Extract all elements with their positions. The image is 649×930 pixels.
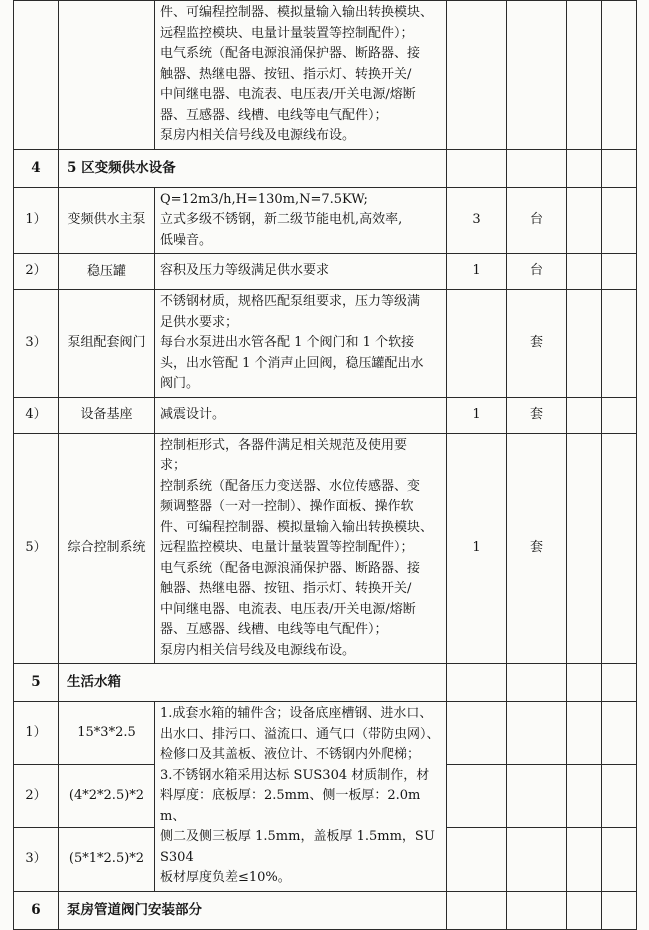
description-line: 每台水泵进出水管各配 1 个阀门和 1 个软接: [160, 335, 415, 350]
description-line: 头，出水管配 1 个消声止回阀，稳压罐配出水: [160, 355, 424, 371]
description-line: 求；: [160, 458, 187, 473]
table-row: [14, 433, 637, 664]
description-line: 3.不锈钢水箱采用达标 SUS304 材质制作，材: [160, 767, 430, 783]
row-quantity: 3: [447, 187, 507, 254]
description-line: 远程监控模块、电量计量装置等控制配件）；: [160, 25, 414, 41]
section-title: 泵房管道阀门安装部分: [59, 891, 447, 929]
description-line: 件、可编程控制器、模拟量输入输出转换模块、: [160, 519, 434, 535]
description-line: 出水口、排污口、溢流口、通气口（带防虫网）、: [160, 726, 440, 742]
description-line: 中间继电器、电流表、电压表/开关电源/熔断: [160, 601, 416, 617]
row-quantity: 1: [447, 397, 507, 433]
row-quantity: 1: [447, 254, 507, 290]
row-unit: 台: [507, 254, 567, 290]
row-number: 5）: [14, 433, 59, 664]
description-line: 器、互感器、线槽、电线等电气配件）；: [160, 622, 388, 637]
table-row: [14, 397, 637, 433]
row-name: 综合控制系统: [59, 433, 155, 664]
section-number: 6: [14, 891, 59, 929]
row-unit: 套: [507, 290, 567, 398]
row-name: 变频供水主泵: [59, 187, 155, 254]
table-row: [14, 290, 637, 398]
description-line: 板材厚度负差≤10%。: [160, 870, 291, 885]
table-row: [14, 1, 637, 150]
description-line: 中间继电器、电流表、电压表/开关电源/熔断: [160, 87, 416, 102]
row-number: 2）: [14, 254, 59, 290]
table-row: [14, 254, 637, 290]
row-unit: 台: [507, 187, 567, 254]
row-description: [155, 187, 447, 254]
section-title: 生活水箱: [59, 664, 447, 702]
description-line: 阀门。: [160, 376, 200, 391]
description-line: 容积及压力等级满足供水要求: [160, 263, 330, 279]
description-line: 控制系统（配备压力变送器、水位传感器、变: [160, 478, 421, 494]
row-number: 4）: [14, 397, 59, 433]
table-row: [14, 702, 637, 765]
description-line: 低噪音。: [160, 232, 213, 248]
description-line: 减震设计。: [160, 406, 226, 422]
description-line: 电气系统（配备电源浪涌保护器、断路器、接: [160, 560, 421, 576]
description-line: 触器、热继电器、按钮、指示灯、转换开关/: [160, 66, 412, 82]
row-description: [155, 397, 447, 433]
section-row: [14, 891, 637, 929]
table-row: [14, 187, 637, 254]
description-line: 足供水要求；: [160, 314, 239, 330]
row-description: [155, 1, 447, 150]
row-unit: 套: [507, 433, 567, 664]
row-description: [155, 702, 447, 892]
description-line: 泵房内相关信号线及电源线布设。: [160, 642, 356, 658]
description-line: 件、可编程控制器、模拟量输入输出转换模块、: [160, 5, 434, 20]
row-name: (4*2*2.5)*2: [59, 765, 155, 828]
row-number: 3）: [14, 290, 59, 398]
row-description: [155, 290, 447, 398]
section-number: 4: [14, 149, 59, 187]
row-number: 2）: [14, 765, 59, 828]
description-line: 1.成套水箱的辅件含；设备底座槽钢、进水口、: [160, 706, 433, 721]
row-name: 15*3*2.5: [59, 702, 155, 765]
description-line: Q=12m3/h,H=130m,N=7.5KW;: [160, 191, 368, 207]
description-line: 料厚度：底板厚：2.5mm、侧一板厚：2.0mm、: [160, 788, 421, 824]
row-number: 1）: [14, 187, 59, 254]
row-name: (5*1*2.5)*2: [59, 828, 155, 891]
description-line: 触器、热继电器、按钮、指示灯、转换开关/: [160, 581, 412, 596]
description-line: 侧二及侧三板厚 1.5mm，盖板厚 1.5mm，SUS304: [160, 829, 435, 865]
description-line: 电气系统（配备电源浪涌保护器、断路器、接: [160, 46, 421, 61]
row-name: 稳压罐: [59, 254, 155, 290]
row-unit: 套: [507, 397, 567, 433]
description-line: 检修口及其盖板、液位计、不锈钢内外爬梯；: [160, 747, 421, 762]
section-row: [14, 664, 637, 702]
row-quantity: [447, 290, 507, 398]
row-name: 泵组配套阀门: [59, 290, 155, 398]
description-line: 泵房内相关信号线及电源线布设。: [160, 128, 356, 143]
section-title: 5 区变频供水设备: [59, 149, 447, 187]
description-line: 器、互感器、线槽、电线等电气配件）；: [160, 107, 388, 123]
description-line: 控制柜形式，各器件满足相关规范及使用要: [160, 437, 408, 453]
description-line: 远程监控模块、电量计量装置等控制配件）；: [160, 540, 414, 555]
row-description: [155, 433, 447, 664]
section-number: 5: [14, 664, 59, 702]
description-line: 不锈钢材质，规格匹配泵组要求，压力等级满: [160, 294, 421, 309]
row-number: 1）: [14, 702, 59, 765]
row-quantity: 1: [447, 433, 507, 664]
description-line: 立式多级不锈钢，新二级节能电机,高效率,: [160, 212, 403, 227]
section-row: [14, 149, 637, 187]
row-name: 设备基座: [59, 397, 155, 433]
description-line: 频调整器（一对一控制）、操作面板、操作软: [160, 499, 414, 514]
row-number: 3）: [14, 828, 59, 891]
row-description: [155, 254, 447, 290]
equipment-table: [13, 0, 637, 930]
